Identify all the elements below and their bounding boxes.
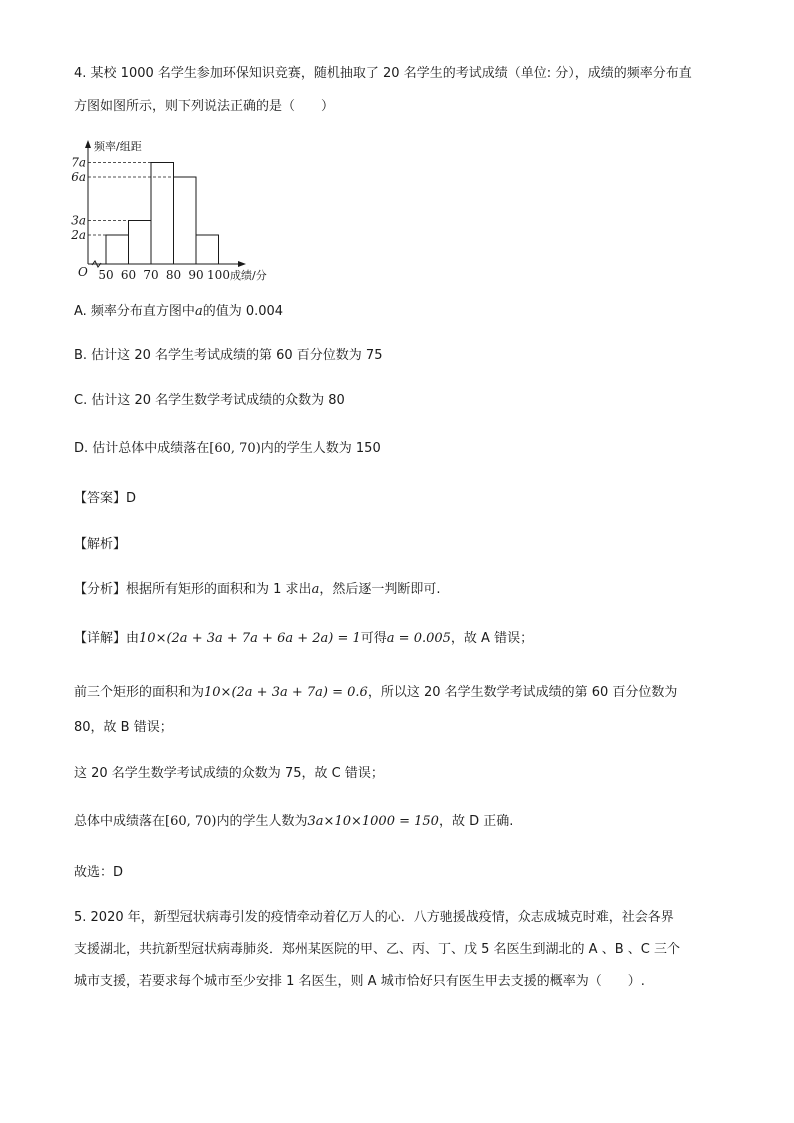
q4-stem-line1: 4. 某校 1000 名学生参加环保知识竞赛，随机抽取了 20 名学生的考试成绩（单位: 分），成绩的频率分布直 (74, 66, 692, 81)
x-tick-label: 80 (165, 268, 182, 282)
b-pre: 前三个矩形的面积和为 (74, 685, 205, 700)
option-d-post: 内的学生人数为 150 (260, 441, 381, 456)
detail-post: ，故 A 错误； (450, 631, 534, 646)
detail-result: a = 0.005 (386, 631, 451, 646)
detail-line (74, 629, 533, 649)
analysis-line (74, 580, 440, 600)
y-tick-label: 6a (71, 170, 86, 184)
q4-option-b: B. 估计这 20 名学生考试成绩的第 60 百分位数为 75 (74, 348, 383, 363)
x-axis-arrow (238, 261, 246, 267)
d-line (74, 812, 513, 832)
analysis-sub-tag: 【分析】 (74, 582, 127, 597)
d-post: ，故 D 正确. (438, 814, 514, 829)
axis-break (92, 261, 101, 267)
option-a-var: a (194, 304, 203, 319)
d-equation: 3a×10×1000 = 150 (307, 814, 439, 829)
origin-label: O (78, 265, 88, 279)
detail-tag: 【详解】 (74, 631, 127, 646)
q5-line3: 城市支援，若要求每个城市至少安排 1 名医生，则 A 城市恰好只有医生甲去支援的概率为（ ）. (74, 974, 645, 989)
d-interval: [60, 70) (165, 814, 217, 829)
detail-equation: 10×(2a + 3a + 7a + 6a + 2a) = 1 (139, 631, 361, 646)
y-tick-label: 2a (71, 228, 86, 242)
option-d-pre: D. 估计总体中成绩落在 (74, 441, 210, 456)
choose-line: 故选：D (74, 865, 124, 880)
b-line1 (74, 683, 677, 703)
q4-stem-line2: 方图如图所示，则下列说法正确的是（ ） (74, 99, 335, 114)
answer-line (74, 489, 136, 509)
histogram-bar (106, 235, 129, 264)
b-line2: 80，故 B 错误； (74, 720, 173, 735)
x-tick-label: 60 (120, 268, 137, 282)
answer-tag: 【答案】 (74, 491, 127, 506)
q4-option-c: C. 估计这 20 名学生数学考试成绩的众数为 80 (74, 393, 345, 408)
x-tick-label: 100 (207, 268, 230, 282)
analysis-text-pre: 根据所有矩形的面积和为 1 求出 (126, 582, 312, 597)
y-tick-label: 3a (71, 213, 86, 228)
detail-pre: 由 (126, 631, 140, 646)
analysis-tag: 【解析】 (74, 537, 127, 552)
option-d-interval: [60, 70) (209, 441, 261, 456)
analysis-var: a (311, 582, 320, 597)
detail-mid: 可得 (360, 631, 387, 646)
b-equation: 10×(2a + 3a + 7a) = 0.6 (204, 685, 368, 700)
analysis-text-post: ，然后逐一判断即可. (319, 582, 441, 597)
x-tick-label: 50 (98, 268, 114, 282)
q4-option-a (74, 302, 283, 322)
y-axis-label: 频率/组距 (94, 140, 142, 153)
d-mid: 内的学生人数为 (216, 814, 308, 829)
b-post: ，所以这 20 名学生数学考试成绩的第 60 百分位数为 (367, 685, 678, 700)
x-tick-label: 90 (188, 268, 204, 282)
c-line: 这 20 名学生数学考试成绩的众数为 75，故 C 错误； (74, 766, 384, 781)
option-a-pre: A. 频率分布直方图中 (74, 304, 195, 319)
y-tick-label: 7a (71, 155, 86, 170)
histogram-bar (196, 235, 219, 264)
histogram-bar (174, 177, 197, 264)
histogram-bar (129, 221, 152, 265)
q5-line1: 5. 2020 年，新型冠状病毒引发的疫情牵动着亿万人的心．八方驰援战疫情，众志成城克时难，社会各界 (74, 910, 674, 925)
option-a-post: 的值为 0.004 (202, 304, 284, 319)
y-axis-arrow (85, 140, 91, 148)
x-axis-label: 成绩/分 (230, 269, 267, 282)
q5-line2: 支援湖北，共抗新型冠状病毒肺炎．郑州某医院的甲、乙、丙、丁、戊 5 名医生到湖北的 A 、B 、C 三个 (74, 942, 680, 957)
answer-value: D (126, 491, 137, 506)
histogram-bar (151, 163, 174, 265)
histogram (70, 138, 290, 286)
d-pre: 总体中成绩落在 (74, 814, 166, 829)
q4-option-d (74, 439, 381, 459)
x-tick-label: 70 (143, 268, 159, 282)
